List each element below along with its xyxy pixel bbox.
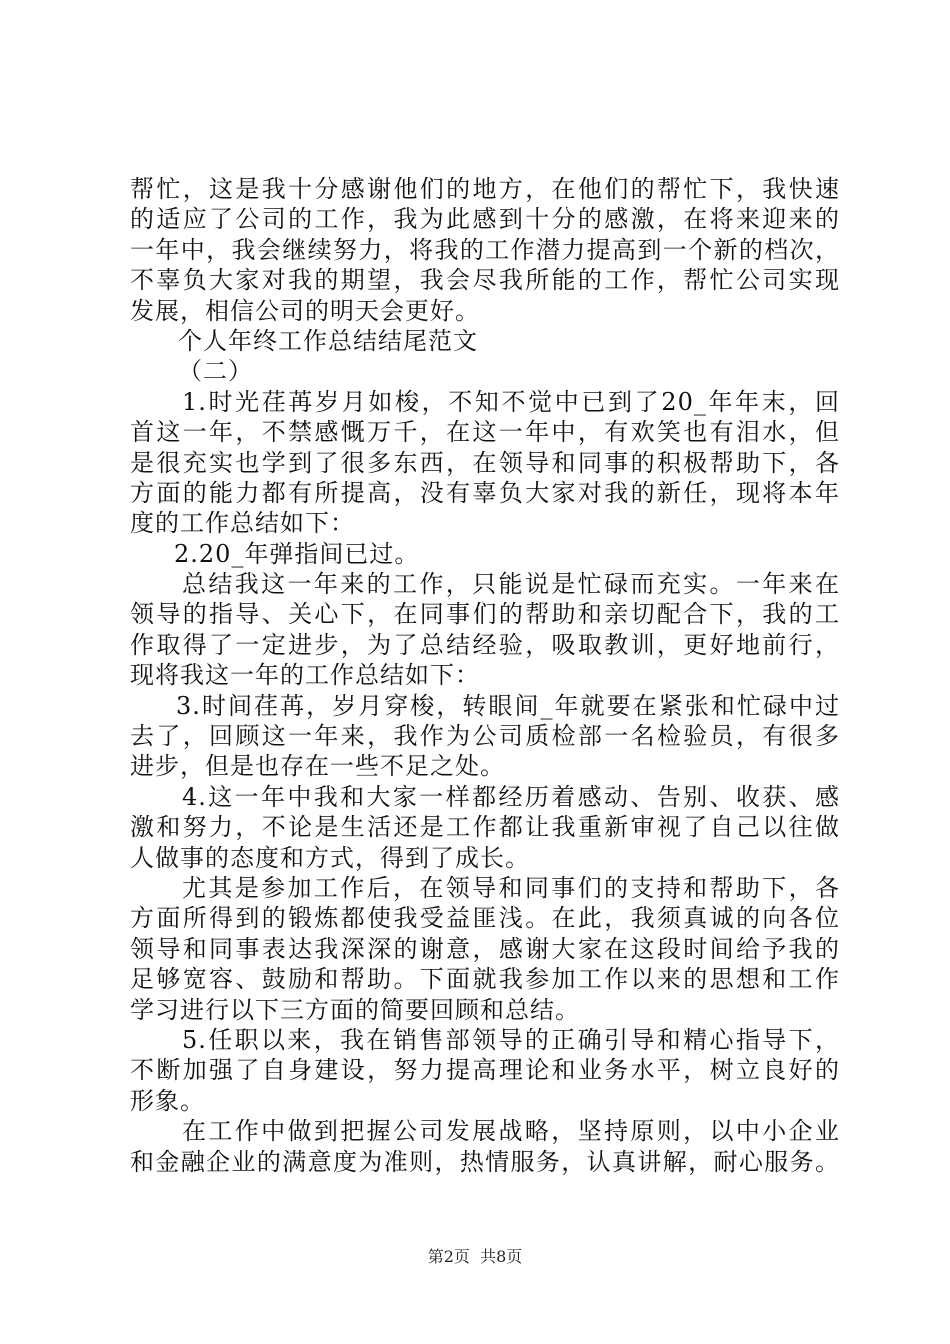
text-line: 进步，但是也存在一些不足之处。 [130,752,505,781]
text-line: 尤其是参加工作后，在领导和同事们的支持和帮助下，各 [182,873,840,902]
text-line: 总结我这一年来的工作，只能说是忙碌而充实。一年来在 [182,570,840,599]
text-line: （二） [178,357,253,386]
text-line: 在工作中做到把握公司发展战略，坚持原则，以中小企业 [182,1117,840,1146]
text-line: 领导和同事表达我深深的谢意，感谢大家在这段时间给予我的 [130,934,840,963]
text-line: 方面的能力都有所提高，没有辜负大家对我的新任，现将本年 [130,478,840,507]
text-line: 个人年终工作总结结尾范文 [178,326,478,355]
text-line: 不辜负大家对我的期望，我会尽我所能的工作，帮忙公司实现 [130,266,840,295]
text-line: 激和努力，不论是生活还是工作都让我重新审视了自己以往做 [130,813,840,842]
text-line: 首这一年，不禁感慨万千，在这一年中，有欢笑也有泪水，但 [130,418,840,447]
text-line: 发展，相信公司的明天会更好。 [130,296,480,325]
text-line: 现将我这一年的工作总结如下： [130,661,480,690]
text-line: 2.20_年弹指间已过。 [174,539,420,568]
text-line: 4.这一年中我和大家一样都经历着感动、告别、收获、感 [182,782,840,811]
text-line: 足够宽容、鼓励和帮助。下面就我参加工作以来的思想和工作 [130,965,840,994]
text-line: 人做事的态度和方式，得到了成长。 [130,843,530,872]
text-line: 作取得了一定进步，为了总结经验，吸取教训，更好地前行， [130,630,840,659]
text-line: 帮忙，这是我十分感谢他们的地方，在他们的帮忙下，我快速 [130,175,840,203]
text-line: 一年中，我会继续努力，将我的工作潜力提高到一个新的档次， [130,235,840,264]
text-line: 3.时间荏苒，岁月穿梭，转眼间_年就要在紧张和忙碌中过 [176,691,840,720]
text-line: 的适应了公司的工作，我为此感到十分的感激，在将来迎来的 [130,205,840,234]
text-line: 学习进行以下三方面的简要回顾和总结。 [130,995,580,1024]
text-line: 形象。 [130,1086,205,1115]
text-line: 不断加强了自身建设，努力提高理论和业务水平，树立良好的 [130,1056,840,1085]
text-line: 度的工作总结如下： [130,509,355,538]
text-line: 方面所得到的锻炼都使我受益匪浅。在此，我须真诚的向各位 [130,904,840,933]
page-footer: 第2页 共8页 [427,1247,523,1266]
text-line: 去了，回顾这一年来，我作为公司质检部一名检验员，有很多 [130,722,840,751]
document-body [130,174,840,1177]
text-line: 1.时光荏苒岁月如梭，不知不觉中已到了20_年年末，回 [182,387,840,416]
text-line: 5.任职以来，我在销售部领导的正确引导和精心指导下， [182,1025,840,1054]
text-line: 是很充实也学到了很多东西，在领导和同事的积极帮助下，各 [130,448,840,477]
text-line: 领导的指导、关心下，在同事们的帮助和亲切配合下，我的工 [130,600,840,629]
text-line: 和金融企业的满意度为准则，热情服务，认真讲解，耐心服务。 [130,1147,840,1176]
